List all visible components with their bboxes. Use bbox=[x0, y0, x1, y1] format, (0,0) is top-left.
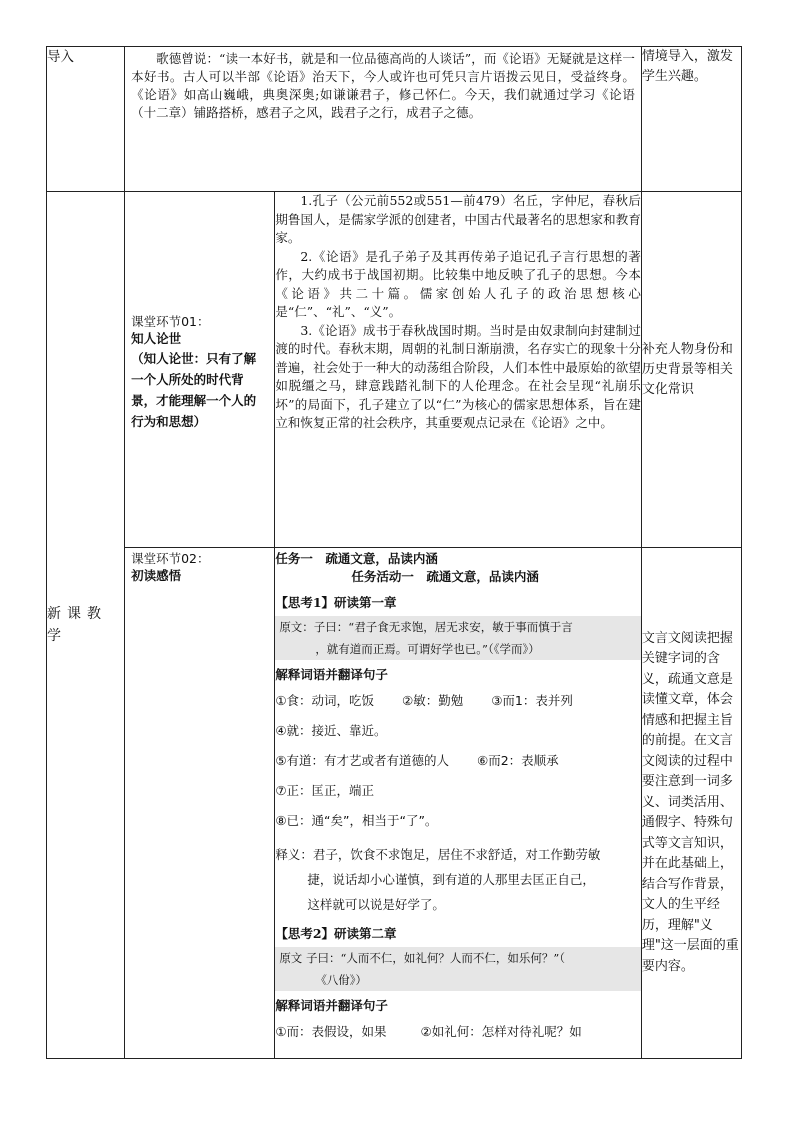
translation-line-2: 捷，说话却小心谨慎，到有道的人那里去匡正自己， bbox=[307, 872, 595, 887]
vocab2-line-1 bbox=[275, 1023, 641, 1041]
vocab-item: ③而1：表并列 bbox=[491, 693, 573, 708]
yuanwen2-box bbox=[275, 947, 641, 991]
translation-line-1: 释义：君子，饮食不求饱足，居住不求舒适，对工作勤劳敏 bbox=[275, 847, 601, 862]
background-para-1: 1.孔子（公元前552或551—前479）名丘，字仲尼，春秋后期鲁国人，是儒家学派的创建者，中国古代最著名的思想家和教育家。 bbox=[275, 193, 641, 245]
translation-line-3: 这样就可以说是好学了。 bbox=[307, 897, 445, 912]
lesson-plan-table bbox=[46, 46, 742, 1059]
vocab-item: ⑤有道：有才艺或者有道德的人 bbox=[275, 753, 450, 768]
explain1-heading: 解释词语并翻译句子 bbox=[275, 667, 388, 682]
vocab-line-4 bbox=[275, 782, 641, 800]
vocab-item: ⑦正：匡正，端正 bbox=[275, 783, 375, 798]
yuanwen1-line1: 原文：子曰：“君子食无求饱，居无求安，敏于事而慎于言 bbox=[279, 620, 573, 634]
newlesson-label-text: 新课教学 bbox=[47, 606, 107, 644]
step1-content bbox=[275, 192, 642, 548]
vocab-line-2 bbox=[275, 722, 641, 740]
step2-title: 课堂环节02： bbox=[131, 551, 210, 566]
think1-heading: 【思考1】研读第一章 bbox=[275, 595, 397, 610]
yuanwen2-line2: 《八佾》） bbox=[315, 973, 368, 987]
vocab-item: ①食：动词，吃饭 bbox=[275, 693, 375, 708]
step2-title-cell bbox=[125, 548, 275, 1059]
vocab-line-5 bbox=[275, 812, 641, 830]
background-para-3: 3.《论语》成书于春秋战国时期。当时是由奴隶制向封建制过渡的时代。春秋末期，周朝的礼制日渐崩溃，名存实亡的现象十分普遍，社会处于一种大的动荡组合阶段，人们本性中最原始的欲望如脱缰之马，肆意践踏礼制下的人伦理念。在社会呈现“礼崩乐坏”的局面下，孔子建立了以“仁”为核心的儒家思想体系，旨在建立和恢复正常的社会秩序，其重要观点记录在《论语》之中。 bbox=[275, 322, 641, 430]
intro-row bbox=[47, 47, 742, 192]
translation-block bbox=[275, 842, 641, 917]
intro-label: 导入 bbox=[47, 47, 125, 192]
step1-name: 知人论世 bbox=[131, 331, 182, 346]
step2-content bbox=[275, 548, 642, 1059]
step1-title: 课堂环节01： bbox=[131, 314, 210, 329]
vocab-line-3 bbox=[275, 752, 641, 770]
step2-note: 文言文阅读把握关键字词的含义，疏通文意是读懂文章，体会情感和把握主旨的前提。在文言文阅读的过程中要注意到一词多义、词类活用、通假字、特殊句式等文言知识，并在此基础上，结合写作背景，文人的生平经历，理解"义理"这一层面的重要内容。 bbox=[641, 548, 741, 1059]
step1-title-cell bbox=[125, 192, 275, 548]
yuanwen2-line1: 原文 子曰：“人而不仁，如礼何？人而不仁，如乐何？”（ bbox=[279, 951, 565, 965]
step2-name: 初读感悟 bbox=[131, 568, 182, 583]
step1-row bbox=[47, 192, 742, 548]
background-para-2: 2.《论语》是孔子弟子及其再传弟子追记孔子言行思想的著作，大约成书于战国初期。比较集中地反映了孔子的思想。今本《论语》共二十篇。儒家创始人孔子的政治思想核心是“仁”、“礼”、“义”。 bbox=[275, 248, 641, 319]
vocab-item: ④就：接近、靠近。 bbox=[275, 723, 387, 738]
step1-desc: （知人论世：只有了解一个人所处的时代背景，才能理解一个人的行为和思想） bbox=[131, 351, 257, 429]
explain2-heading: 解释词语并翻译句子 bbox=[275, 998, 388, 1013]
vocab-item: ②敏：勤勉 bbox=[402, 693, 464, 708]
vocab-item: ②如礼何：怎样对待礼呢？如 bbox=[420, 1024, 582, 1039]
task-activity: 任务活动一 疏通文意，品读内涵 bbox=[351, 569, 539, 584]
step2-row bbox=[47, 548, 742, 1059]
vocab-item: ⑥而2：表顺承 bbox=[477, 753, 559, 768]
yuanwen1-box bbox=[275, 616, 641, 660]
yuanwen1-line2: ，就有道而正焉。可谓好学也已。”（《学而》） bbox=[315, 642, 540, 656]
intro-content bbox=[125, 47, 642, 192]
newlesson-label bbox=[47, 192, 125, 1059]
vocab-item: ①而：表假设，如果 bbox=[275, 1024, 387, 1039]
intro-note: 情境导入，激发学生兴趣。 bbox=[641, 47, 741, 192]
intro-text: 歌德曾说：“读一本好书，就是和一位品德高尚的人谈话”，而《论语》无疑就是这样一本好书。古人可以半部《论语》治天下，今人或许也可凭只言片语拨云见日，受益终身。《论语》如高山巍峨，典奥深奥;如谦谦君子，修己怀仁。今天，我们就通过学习《论语（十二章）铺路搭桥，感君子之风，践君子之行，成君子之德。 bbox=[131, 51, 635, 120]
think2-heading: 【思考2】研读第二章 bbox=[275, 926, 397, 941]
task-heading: 任务一 疏通文意，品读内涵 bbox=[275, 551, 438, 566]
step1-note: 补充人物身份和历史背景等相关文化常识 bbox=[641, 192, 741, 548]
vocab-item: ⑧已：通“矣”，相当于“了”。 bbox=[275, 813, 438, 828]
vocab-line-1 bbox=[275, 692, 641, 710]
